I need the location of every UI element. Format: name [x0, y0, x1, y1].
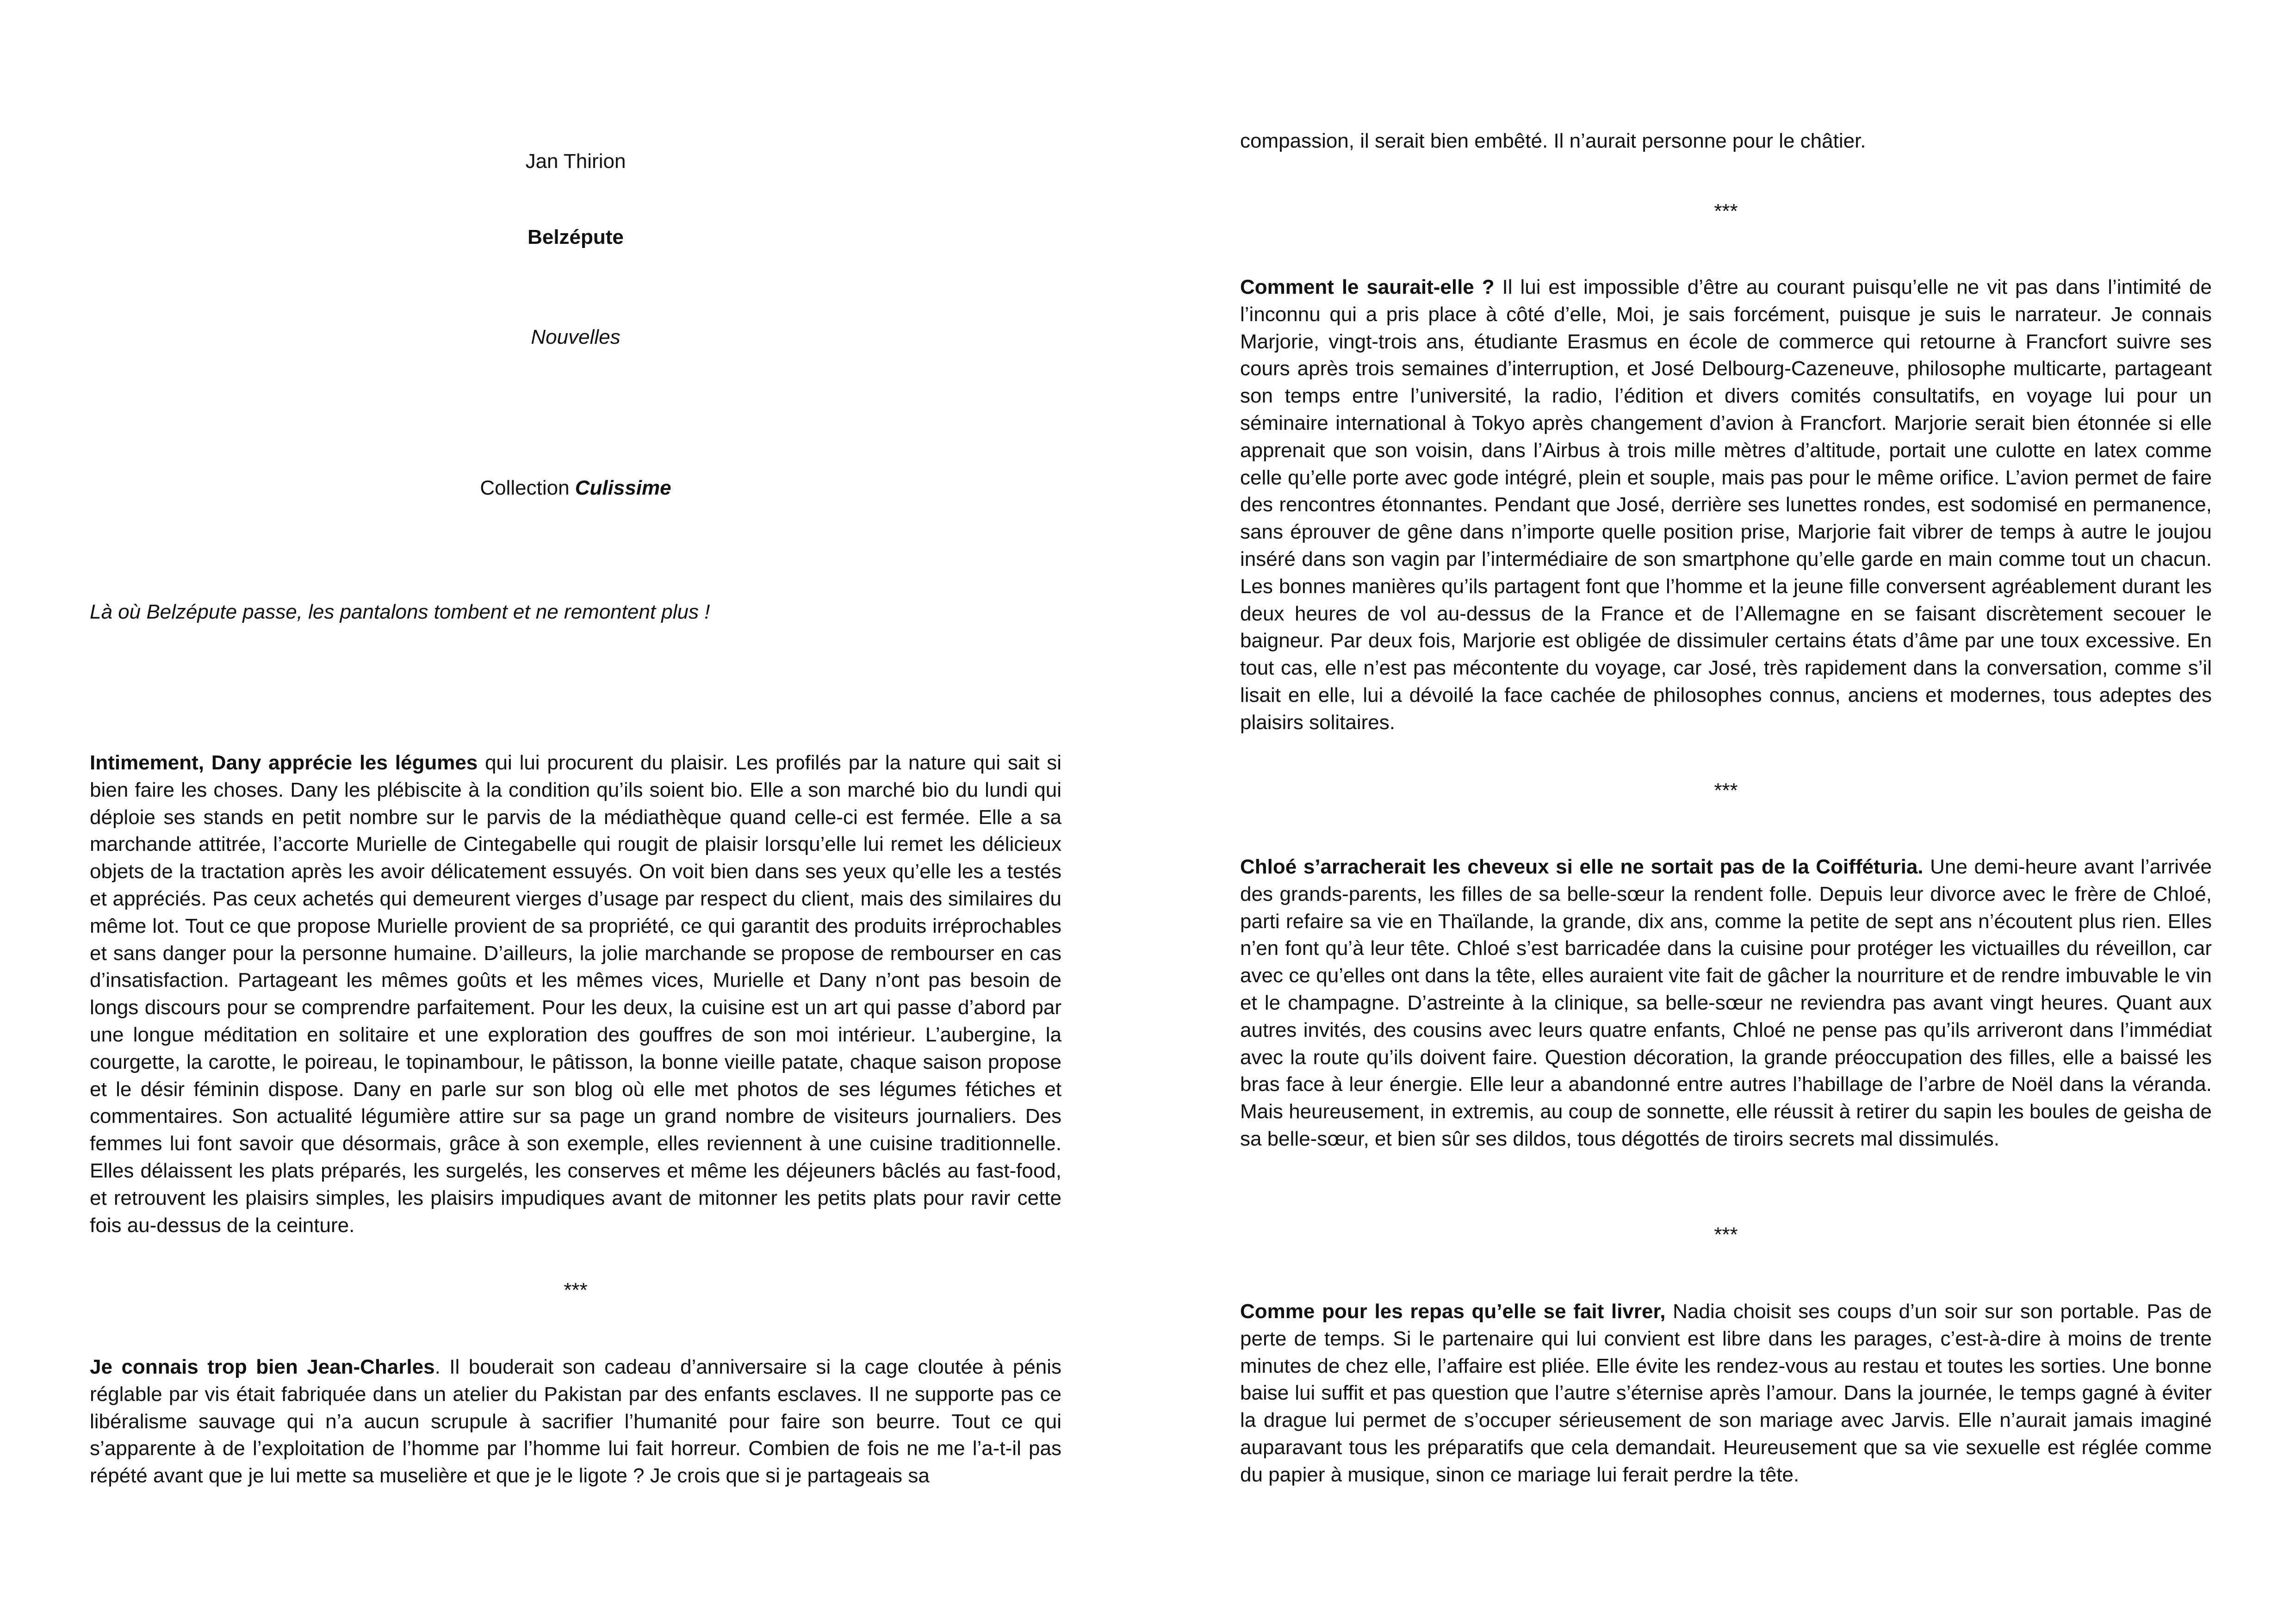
collection-line: [90, 475, 1061, 502]
author-name: Jan Thirion: [525, 150, 626, 173]
section-separator: ***: [564, 1279, 588, 1301]
story-lead: Comme pour les repas qu’elle se fait livrer,: [1240, 1300, 1666, 1323]
story-body: Il lui est impossible d’être au courant puisqu’elle ne vit pas dans l’intimité de l’inconnu qui a pris place à côté d’elle, Moi, je sais forcément, puisque je suis le narrateur. Je connais Marjorie, vingt-trois ans, étudiante Erasmus en école de commerce qui retourne à Francfort suivre ses cours après trois semaines d’interruption, et José Delbourg-Cazeneuve, philosophe multicarte, partageant son temps entre l’université, la radio, l’édition et divers comités consultatifs, en voyage lui pour un séminaire international à Tokyo après changement d’avion à Francfort. Marjorie serait bien étonnée si elle apprenait que son voisin, dans l’Airbus à trois mille mètres d’altitude, portait une culotte en latex comme celle qu’elle porte avec gode intégré, plein et souple, mais pas pour le même orifice. L’avion permet de faire des rencontres étonnantes. Pendant que José, derrière ses lunettes rondes, est sodomisé en permanence, sans éprouver de gêne dans n’importe quelle position prise, Marjorie fait vibrer de temps à autre le joujou inséré dans son vagin par l’intermédiaire de son smartphone qu’elle garde en main comme tout un chacun. Les bonnes manières qu’ils partagent font que l’homme et la jeune fille conversent agréablement durant les deux heures de vol au-dessus de la France et de l’Allemagne en se faisant discrètement secouer le baigneur. Par deux fois, Marjorie est obligée de dissimuler certains états d’âme par une toux excessive. En tout cas, elle n’est pas mécontente du voyage, car José, très rapidement dans la conversation, comme s’il lisait en elle, lui a dévoilé la face cachée de philosophes connus, anciens et modernes, tous adeptes des plaisirs solitaires.: [1240, 276, 2212, 734]
section-separator: ***: [1714, 200, 1738, 223]
collection-prefix: Collection: [480, 477, 575, 499]
story-body: Une demi-heure avant l’arrivée des grands-parents, les filles de sa belle-sœur la rendent folle. Depuis leur divorce avec le frère de Chloé, parti refaire sa vie en Thaïlande, la grande, dix ans, comme la petite de sept ans n’écoutent plus rien. Elles n’en font qu’à leur tête. Chloé s’est barricadée dans la cuisine pour protéger les victuailles du réveillon, car avec ce qu’elles ont dans la tête, elles auraient vite fait de gâcher la nourriture et de rendre imbuvable le vin et le champagne. D’astreinte à la clinique, sa belle-sœur ne reviendra pas avant vingt heures. Quant aux autres invités, des cousins avec leurs quatre enfants, Chloé ne pense pas qu’ils arriveront dans l’immédiat avec la route qu’ils doivent faire. Question décoration, la grande préoccupation des filles, elle a baissé les bras face à leur énergie. Elle leur a abandonné entre autres l’habillage de l’arbre de Noël dans la véranda. Mais heureusement, in extremis, au coup de sonnette, elle réussit à retirer du sapin les boules de geisha de sa belle-sœur, et bien sûr ses dildos, tous dégottés de tiroirs secrets mal dissimulés.: [1240, 855, 2212, 1150]
story-nadia: [1240, 1298, 2212, 1489]
story-lead: Chloé s’arracherait les cheveux si elle ne sortait pas de la Coifféturia.: [1240, 855, 1924, 878]
story-body: Nadia choisit ses coups d’un soir sur son portable. Pas de perte de temps. Si le partenaire qui lui convient est libre dans les parages, c’est-à-dire à moins de trente minutes de chez elle, l’affaire est pliée. Elle évite les rendez-vous au restau et toutes les sorties. Une bonne baise lui suffit et pas question que l’autre s’éternise après l’amour. Dans la journée, le temps gagné à éviter la drague lui permet de s’occuper sérieusement de son mariage avec Jarvis. Elle n’aurait jamais imaginé auparavant tous les préparatifs que cela demandait. Heureusement que sa vie sexuelle est réglée comme du papier à musique, sinon ce mariage lui ferait perdre la tête.: [1240, 1300, 2212, 1486]
story-marjorie: [1240, 274, 2212, 737]
story-jean-charles: [90, 1354, 1061, 1490]
story-lead: Je connais trop bien Jean-Charles: [90, 1356, 435, 1378]
tagline: Là où Belzépute passe, les pantalons tombent et ne remontent plus !: [90, 601, 710, 623]
story-jean-charles-continued: compassion, il serait bien embêté. Il n’aurait personne pour le châtier.: [1240, 130, 1866, 152]
story-body: . Il bouderait son cadeau d’anniversaire si la cage cloutée à pénis réglable par vis était fabriquée dans un atelier du Pakistan par des enfants esclaves. Il ne supporte pas ce libéralisme sauvage qui n’a aucun scrupule à sacrifier l’humanité pour faire son beurre. Tout ce qui s’apparente à de l’exploitation de l’homme par l’homme lui fait horreur. Combien de fois ne me l’a-t-il pas répété avant que je lui mette sa muselière et que je le ligote ? Je crois que si je partageais sa: [90, 1356, 1061, 1487]
book-title: Belzépute: [527, 226, 624, 248]
story-chloe: [1240, 854, 2212, 1153]
collection-name: Culissime: [575, 477, 671, 499]
right-page: [1240, 0, 2212, 1623]
section-separator: ***: [1714, 779, 1738, 802]
story-lead: Comment le saurait-elle ?: [1240, 276, 1495, 298]
genre-label: Nouvelles: [531, 326, 621, 348]
left-page: [90, 0, 1061, 1623]
section-separator: ***: [1714, 1223, 1738, 1246]
story-body: qui lui procurent du plaisir. Les profilés par la nature qui sait si bien faire les choses. Dany les plébiscite à la condition qu’ils soient bio. Elle a son marché bio du lundi qui déploie ses stands en petit nombre sur le parvis de la médiathèque quand celle-ci est fermée. Elle a sa marchande attitrée, l’accorte Murielle de Cintegabelle qui rougit de plaisir lorsqu’elle lui remet les délicieux objets de la tractation après les avoir délicatement essuyés. On voit bien dans ses yeux qu’elle les a testés et appréciés. Pas ceux achetés qui demeurent vierges d’usage par respect du client, mais des similaires du même lot. Tout ce que propose Murielle provient de sa propriété, ce qui garantit des produits irréprochables et sans danger pour la personne humaine. D’ailleurs, la jolie marchande se propose de rembourser en cas d’insatisfaction. Partageant les mêmes goûts et les mêmes vices, Murielle et Dany n’ont pas besoin de longs discours pour se comprendre parfaitement. Pour les deux, la cuisine est un art qui passe d’abord par une longue méditation en solitaire et une exploration des gouffres de son moi intérieur. L’aubergine, la courgette, la carotte, le poireau, le topinambour, le pâtisson, la bonne vieille patate, chaque saison propose et le désir féminin dispose. Dany en parle sur son blog où elle met photos de ses légumes fétiches et commentaires. Son actualité légumière attire sur sa page un grand nombre de visiteurs journaliers. Des femmes lui font savoir que désormais, grâce à son exemple, elles reviennent à une cuisine traditionnelle. Elles délaissent les plats préparés, les surgelés, les conserves et même les déjeuners bâclés au fast-food, et retrouvent les plaisirs simples, les plaisirs impudiques avant de mitonner les petits plats pour ravir cette fois au-dessus de la ceinture.: [90, 751, 1062, 1237]
story-lead: Intimement, Dany apprécie les légumes: [90, 751, 478, 774]
story-dany: [90, 750, 1061, 1239]
